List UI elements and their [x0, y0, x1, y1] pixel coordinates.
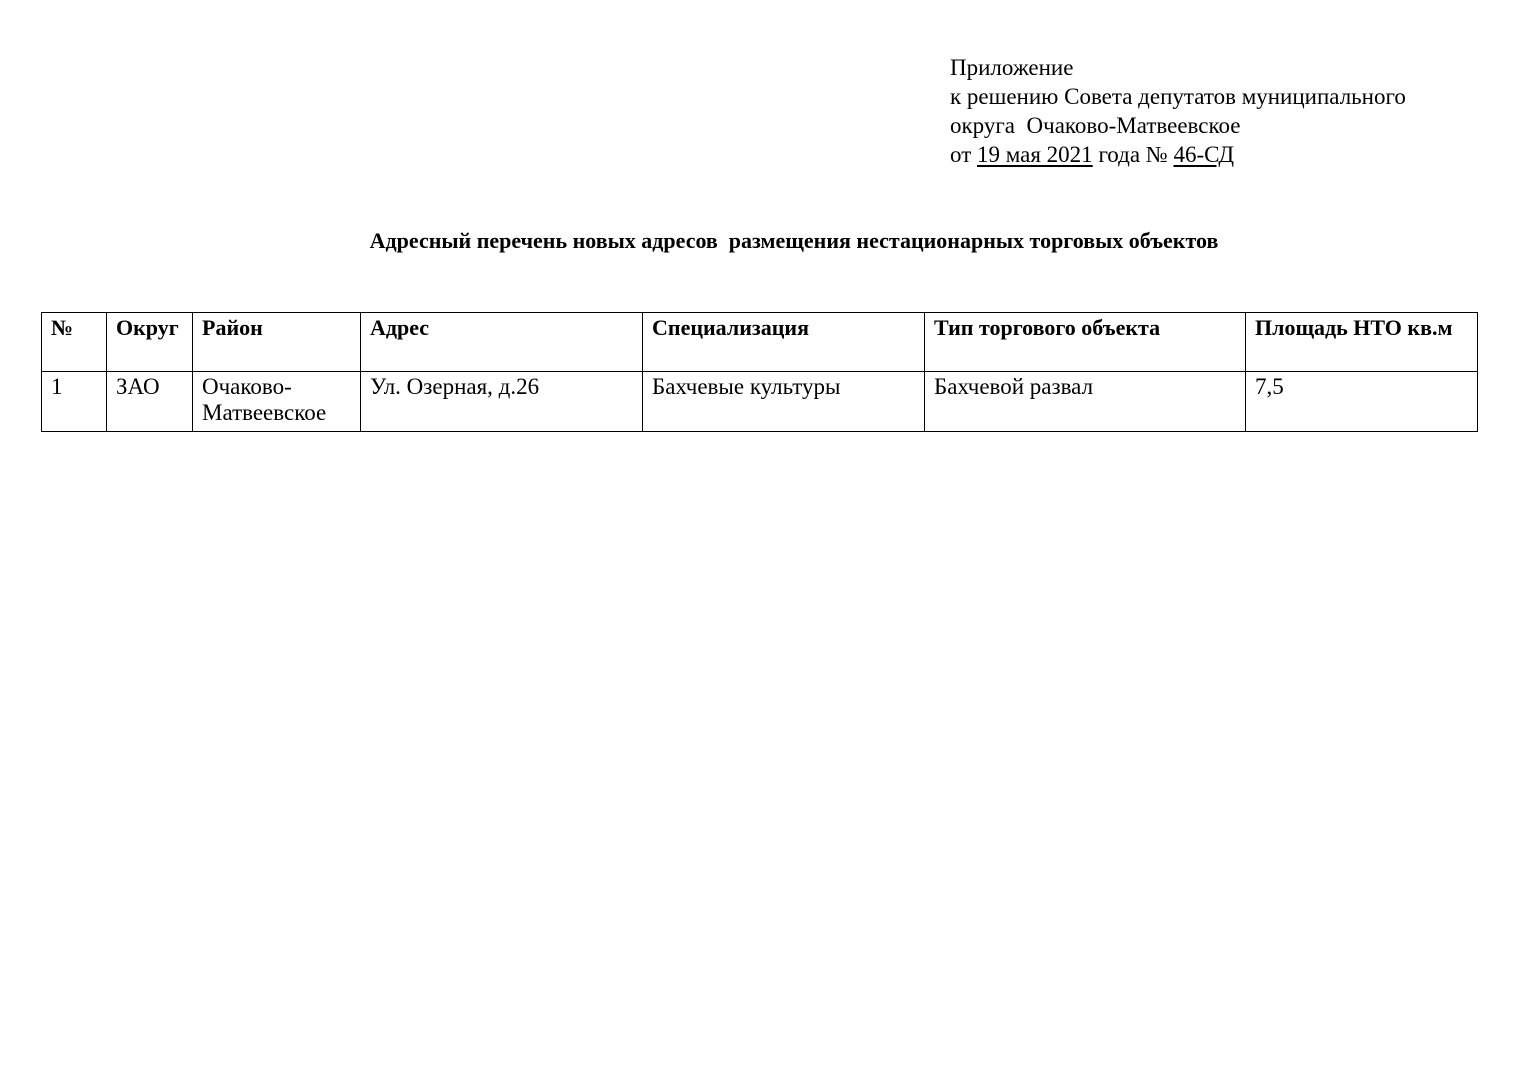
appendix-date-prefix: от	[950, 142, 977, 167]
cell-object-type: Бахчевой развал	[925, 372, 1246, 432]
header-specialization: Специализация	[643, 313, 925, 372]
header-okrug: Округ	[107, 313, 193, 372]
decision-number: 46-СД	[1173, 142, 1235, 167]
header-object-type: Тип торгового объекта	[925, 313, 1246, 372]
header-address: Адрес	[361, 313, 643, 372]
cell-area: 7,5	[1246, 372, 1478, 432]
table-row	[42, 372, 1478, 432]
header-area: Площадь НТО кв.м	[1246, 313, 1478, 372]
cell-num: 1	[42, 372, 107, 432]
appendix-date-middle: года №	[1092, 142, 1174, 167]
cell-okrug: ЗАО	[107, 372, 193, 432]
cell-address: Ул. Озерная, д.26	[361, 372, 643, 432]
decision-date: 19 мая 2021	[977, 142, 1093, 167]
header-rayon: Район	[193, 313, 361, 372]
cell-specialization: Бахчевые культуры	[643, 372, 925, 432]
cell-rayon: Очаково-Матвеевское	[193, 372, 361, 432]
appendix-date-line	[950, 140, 1406, 169]
appendix-decision-line: к решению Совета депутатов муниципального	[950, 84, 1406, 109]
appendix-label: Приложение	[950, 55, 1074, 80]
table-header-row	[42, 313, 1478, 372]
document-title: Адресный перечень новых адресов размещения нестационарных торговых объектов	[369, 228, 1219, 253]
appendix-district-line: округа Очаково-Матвеевское	[950, 113, 1241, 138]
header-num: №	[42, 313, 107, 372]
appendix-block	[950, 53, 1406, 169]
nto-address-table	[41, 312, 1478, 432]
